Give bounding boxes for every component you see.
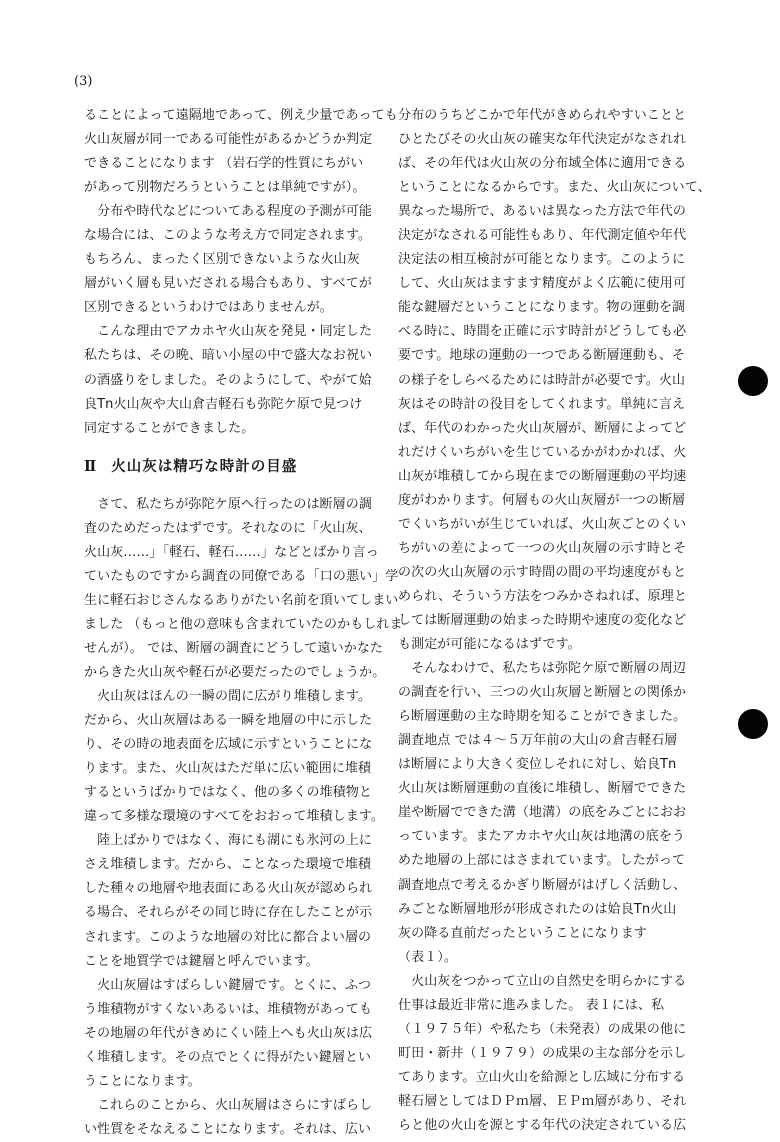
text-line: 同定することができました。	[84, 420, 255, 436]
text-line: められ、そういう方法をつみかさねれば、原理と	[398, 588, 687, 604]
text-line: ということになるからです。また、火山灰について、	[398, 180, 711, 196]
text-line: 私たちは、その晩、暗い小屋の中で盛大なお祝い	[84, 348, 373, 364]
section-numeral: Ⅱ	[84, 457, 98, 475]
text-line: ひとたびその火山灰の確実な年代決定がなされれ	[398, 132, 687, 148]
text-line: ちがいの差によって一つの火山灰層の示す時とそ	[398, 540, 687, 556]
text-line: の酒盛りをしました。そのようにして、やがて姶	[84, 372, 372, 388]
text-line: べる時に、時間を正確に示す時計がどうしても必	[398, 324, 687, 340]
text-line: 火山灰をつかって立山の自然史を明らかにする	[398, 973, 687, 989]
text-line: ば、年代のわかった火山灰層が、断層によってど	[398, 420, 687, 436]
text-line: 生に軽石おじさんなるありがたい名前を頂いてしまい	[84, 592, 399, 608]
text-line: ば、その年代は火山灰の分布域全体に適用できる	[398, 156, 687, 172]
text-line: できることになります （岩石学的性質にちがい	[84, 156, 364, 172]
text-line: した種々の地層や地表面にある火山灰が認められ	[84, 881, 373, 897]
text-line: 良Tn火山灰や大山倉吉軽石も弥陀ケ原で見つけ	[84, 396, 363, 412]
text-line: ら断層運動の主な時期を知ることができました。	[398, 709, 687, 725]
text-line: （１９７５年）や私たち（未発表）の成果の他に	[398, 1021, 687, 1037]
left-paragraphs-a	[84, 104, 398, 441]
text-line: 能な鍵層だということになります。物の運動を調	[398, 300, 686, 316]
text-line: の次の火山灰層の示す時間の間の平均速度がもと	[398, 564, 687, 580]
text-line: 調査地点で考えるかぎり断層がはげしく活動し、	[398, 877, 687, 893]
text-line: 火山灰はほんの一瞬の間に広がり堆積します。	[84, 689, 372, 705]
text-line: い性質をそなえることになります。それは、広い	[84, 1121, 372, 1137]
text-line: 決定法の相互検討が可能となります。このように	[398, 252, 686, 268]
text-line: う堆積物がすくないあるいは、堆積物があっても	[84, 1001, 373, 1017]
text-line: さえ堆積します。だから、ことなった環境で堆積	[84, 857, 372, 873]
left-paragraphs-b	[84, 493, 403, 1142]
text-line: 崖や断層でできた溝（地溝）の底をみごとにおお	[398, 805, 687, 821]
text-line: こんな理由でアカホヤ火山灰を発見・同定した	[84, 324, 373, 340]
text-line: 区別できるというわけではありませんが。	[84, 300, 333, 316]
text-line: れだけくいちがいを生じているかがわかれば、火	[398, 444, 687, 460]
text-line: でくいちがいが生じていれば、火山灰ごとのくい	[398, 516, 687, 532]
text-line: 決定がなされる可能性もあり、年代測定値や年代	[398, 228, 687, 244]
text-line: 火山灰層はすばらしい鍵層です。とくに、ふつ	[84, 977, 372, 993]
text-line: ります。また、火山灰はただ単に広い範囲に堆積	[84, 761, 372, 777]
text-line: みごとな断層地形が形成されたのは姶良Tn火山	[398, 901, 677, 917]
text-line: ました （もっと他の意味も含まれていたのかもしれま	[84, 616, 403, 632]
text-line: ことを地質学では鍵層と呼んでいます。	[84, 953, 319, 969]
text-line: 灰の降る直前だったということになります	[398, 925, 647, 941]
text-line: うことになります。	[84, 1073, 201, 1089]
text-line: 火山灰は断層運動の直後に堆積し、断層でできた	[398, 781, 687, 797]
text-line: 火山灰層が同一である可能性があるかどうか判定	[84, 132, 373, 148]
binder-hole-bottom	[738, 709, 768, 739]
text-line: ていたものですから調査の同僚である「口の悪い」学	[84, 568, 399, 584]
text-line: そんなわけで、私たちは弥陀ケ原で断層の周辺	[398, 661, 686, 677]
text-line: 分布や時代などについてある程度の予測が可能	[84, 204, 372, 220]
text-line: 要です。地球の運動の一つである断層運動も、そ	[398, 348, 686, 364]
text-line: 層がいく層も見いだされる場合もあり、すべてが	[84, 276, 372, 292]
text-line: っています。またアカホヤ火山灰は地溝の底をう	[398, 829, 686, 845]
text-line: 火山灰……」「軽石、軽石……」などとばかり言っ	[84, 544, 379, 560]
text-line: からきた火山灰や軽石が必要だったのでしょうか。	[84, 664, 386, 680]
text-line: さて、私たちが弥陀ケ原へ行ったのは断層の調	[84, 496, 372, 512]
text-line: して、火山灰はますます精度がよく広範に使用可	[398, 276, 686, 292]
text-line: り、その時の地表面を広域に示すということにな	[84, 737, 373, 753]
text-line: 山灰が堆積してから現在までの断層運動の平均速	[398, 468, 687, 484]
text-line: するというばかりではなく、他の多くの堆積物と	[84, 785, 372, 801]
text-line: めた地層の上部にはさまれています。したがって	[398, 853, 686, 869]
text-line: （表１）。	[398, 949, 458, 965]
text-line: 灰はその時計の役目をしてくれます。単純に言え	[398, 396, 686, 412]
text-line: 違って多様な環境のすべてをおおって堆積します。	[84, 809, 385, 825]
text-line: しては断層運動の始まった時期や速度の変化など	[398, 612, 687, 628]
text-line: 分布のうちどこかで年代がきめられやすいことと	[398, 108, 687, 123]
text-line: も測定が可能になるはずです。	[398, 637, 581, 653]
text-line: らと他の火山を源とする年代の決定されている広	[398, 1117, 687, 1133]
text-line: る場合、それらがその同じ時に存在したことが示	[84, 905, 373, 921]
text-line: 異なった場所で、あるいは異なった方法で年代の	[398, 204, 686, 220]
text-line: 査のためだったはずです。それなのに「火山灰、	[84, 520, 372, 536]
text-line: く堆積します。その点でとくに得がたい鍵層とい	[84, 1049, 372, 1065]
section-heading	[84, 441, 384, 493]
text-line: ることによって遠隔地であって、例え少量であっても	[84, 108, 398, 123]
text-line: は断層により大きく変位しそれに対し、姶良Tn	[398, 757, 677, 773]
right-column	[398, 104, 711, 1138]
text-line: その地層の年代がきめにくい陸上へも火山灰は広	[84, 1025, 373, 1041]
text-line: もちろん、まったく区別できないような火山灰	[84, 252, 360, 268]
text-line: されます。このような地層の対比に都合よい層の	[84, 929, 372, 945]
page-number: (3)	[74, 74, 93, 89]
text-line: 度がわかります。何層もの火山灰層が一つの断層	[398, 492, 686, 508]
text-line: 仕事は最近非常に進みました。 表１には、私	[398, 997, 665, 1013]
text-line: せんが）。 では、断層の調査にどうして遠いかなた	[84, 640, 384, 656]
text-line: だから、火山灰層はある一瞬を地層の中に示した	[84, 713, 373, 729]
text-line: 陸上ばかりではなく、海にも湖にも氷河の上に	[84, 833, 372, 849]
text-line: てあります。立山火山を給源とし広域に分布する	[398, 1069, 686, 1085]
text-line: の調査を行い、三つの火山灰層と断層との関係か	[398, 685, 687, 701]
text-line: の様子をしらべるためには時計が必要です。火山	[398, 372, 686, 388]
text-line: 調査地点 では４～５万年前の大山の倉吉軽石層	[398, 733, 678, 749]
left-column	[84, 104, 403, 1142]
text-line: 軽石層としてはＤＰｍ層、ＥＰｍ層があり、それ	[398, 1093, 687, 1109]
text-line: これらのことから、火山灰層はさらにすばらし	[84, 1097, 373, 1113]
section-title: 火山灰は精巧な時計の目盛	[111, 458, 298, 475]
text-line: な場合には、このような考え方で同定されます。	[84, 228, 372, 244]
text-line: 町田・新井（１９７９）の成果の主な部分を示し	[398, 1045, 687, 1061]
text-line: があって別物だろうということは単純ですが）。	[84, 180, 366, 196]
binder-hole-top	[738, 366, 768, 396]
